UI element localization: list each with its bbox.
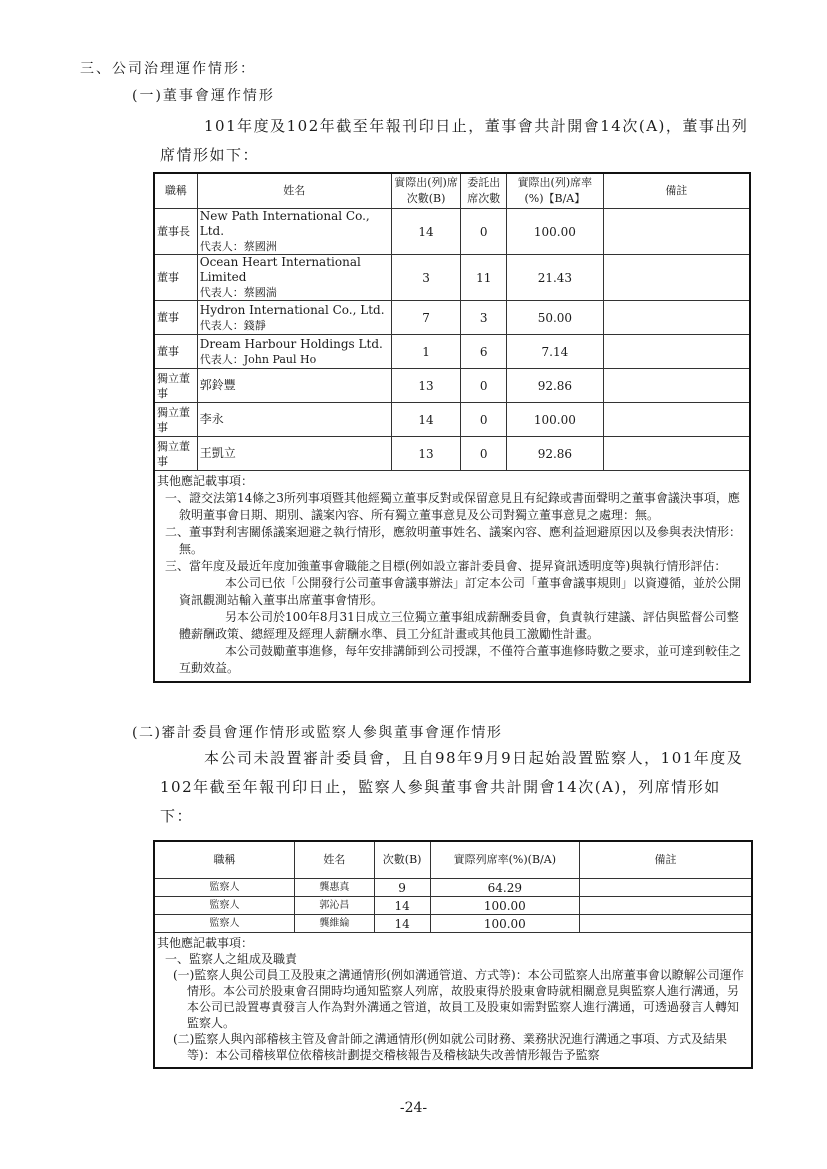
table-row [154,335,750,369]
note-cell [603,369,750,403]
note-cell [603,437,750,471]
section-heading: 三、公司治理運作情形： [80,61,256,77]
director-representative: 代表人：John Paul Ho [199,352,317,366]
director-title: 董事 [154,335,197,369]
director-company: New Path International Co., Ltd. [199,209,370,238]
notes-sub-2: 另本公司於100年8月31日成立三位獨立董事組成薪酬委員會，負責執行建議、評估與監督公司整體薪酬政策、總經理及經理人薪酬水準、員工分紅計畫或其他員工激勵性計畫。 [179,610,739,641]
table-row [154,403,750,437]
board-heading: (一)董事會運作情形 [132,88,275,104]
attended-count: 9 [374,879,430,897]
board-intro: 101年度及102年截至年報刊印日止，董事會共計開會14次(A)，董事出列席情形如下： [160,117,749,164]
director-name [197,255,391,301]
supervisor-attendance-table [153,840,753,1069]
director-name: 李永 [197,403,391,437]
table-header-row [154,841,752,879]
header-attended: 實際出(列)席次數(B) [391,173,461,209]
proxy-count: 0 [461,403,507,437]
attended-count: 3 [391,255,461,301]
attended-count: 14 [391,209,461,255]
director-company: Ocean Heart International Limited [199,255,361,284]
director-representative: 代表人：蔡國洲 [199,240,277,253]
proxy-count: 6 [461,335,507,369]
note-cell [603,255,750,301]
note-cell [603,335,750,369]
attendance-rate: 100.00 [507,403,604,437]
attended-count: 7 [391,301,461,335]
attended-count: 14 [374,915,430,933]
director-title: 獨立董事 [154,403,197,437]
attendance-rate: 92.86 [507,369,604,403]
attendance-rate: 100.00 [430,897,580,915]
header-name: 姓名 [294,841,374,879]
audit-notes [154,933,752,1069]
director-company: Dream Harbour Holdings Ltd. [199,336,383,351]
header-title: 職稱 [154,173,197,209]
note-cell [580,915,752,933]
attendance-rate: 100.00 [507,209,604,255]
page-number: -24- [399,1100,428,1116]
proxy-count: 0 [461,209,507,255]
header-rate: 實際列席率(%)(B/A) [430,841,580,879]
director-name [197,301,391,335]
notes-item-1: 一、監察人之組成及職責 [165,952,298,966]
table-row [154,915,752,933]
supervisor-name: 龔惠真 [294,879,374,897]
proxy-count: 3 [461,301,507,335]
table-row [154,897,752,915]
attendance-rate: 50.00 [507,301,604,335]
notes-item-3: 三、當年度及最近年度加強董事會職能之目標(例如設立審計委員會、提昇資訊透明度等)與執行情形評估： [165,559,727,573]
table-header-row [154,173,750,209]
table-row [154,369,750,403]
attendance-rate: 92.86 [507,437,604,471]
director-title: 董事 [154,255,197,301]
director-representative: 代表人：錢靜 [199,318,266,332]
supervisor-name: 龔維綸 [294,915,374,933]
director-title: 董事長 [154,209,197,255]
note-cell [603,209,750,255]
note-cell [603,301,750,335]
note-cell [580,897,752,915]
director-company: Hydron International Co., Ltd. [199,302,385,317]
audit-intro: 本公司未設置審計委員會，且自98年9月9日起始設置監察人，101年度及102年截至年報刊印日止，監察人參與董事會共計開會14次(A)，列席情形如下： [160,749,744,825]
attended-count: 13 [391,437,461,471]
director-name [197,335,391,369]
notes-item-2: 二、董事對利害關係議案迴避之執行情形，應敘明董事姓名、議案內容、應利益迴避原因以及參與表決情形：無。 [165,525,742,556]
supervisor-title: 監察人 [154,879,294,897]
header-name: 姓名 [197,173,391,209]
attended-count: 14 [391,403,461,437]
audit-heading: (二)審計委員會運作情形或監察人參與董事會運作情形 [132,725,503,741]
table-row [154,301,750,335]
proxy-count: 0 [461,369,507,403]
notes-sub-3: 本公司鼓勵董事進修，每年安排講師到公司授課，不僅符合董事進修時數之要求，並可達到較佳之互動效益。 [179,644,742,675]
director-title: 獨立董事 [154,369,197,403]
board-attendance-table [153,172,751,683]
notes-sub-2: (二)監察人與內部稽核主管及會計師之溝通情形(例如就公司財務、業務狀況進行溝通之事項、方式及結果等)：本公司稽核單位依稽核計劃提交稽核報告及稽核缺失改善情形報告予監察 [173,1032,728,1062]
notes-item-1: 一、證交法第14條之3所列事項暨其他經獨立董事反對或保留意見且有紀錄或書面聲明之董事會議決事項，應敘明董事會日期、期別、議案內容、所有獨立董事意見及公司對獨立董事意見之處理：無。 [165,491,740,522]
director-title: 董事 [154,301,197,335]
table-row [154,255,750,301]
header-rate: 實際出(列)席率(%)【B/A】 [507,173,604,209]
header-title: 職稱 [154,841,294,879]
board-notes [154,471,750,683]
notes-title: 其他應記載事項： [157,474,254,488]
notes-sub-1: 本公司已依「公開發行公司董事會議事辦法」訂定本公司「董事會議事規則」以資遵循，並於公開資訊觀測站輸入董事出席董事會情形。 [179,576,742,607]
director-representative: 代表人：蔡國湍 [199,286,277,299]
notes-row [154,471,750,683]
header-note: 備註 [580,841,752,879]
table-row [154,437,750,471]
note-cell [603,403,750,437]
director-title: 獨立董事 [154,437,197,471]
director-name: 郭鈴豐 [197,369,391,403]
table-row [154,209,750,255]
notes-row [154,933,752,1069]
supervisor-name: 郭沁昌 [294,897,374,915]
proxy-count: 11 [461,255,507,301]
attended-count: 13 [391,369,461,403]
header-note: 備註 [603,173,750,209]
notes-sub-1: (一)監察人與公司員工及股東之溝通情形(例如溝通管道、方式等)：本公司監察人出席董事會以瞭解公司運作情形。本公司於股東會召開時均通知監察人列席，故股東得於股東會時就相關意見與監察人進行溝通，另本公司已設置專責發言人作為對外溝通之管道，故員工及股東如需對監察人進行溝通，可透過發言人轉知監察人。 [173,968,744,1030]
attendance-rate: 7.14 [507,335,604,369]
director-name: 王凱立 [197,437,391,471]
attended-count: 1 [391,335,461,369]
proxy-count: 0 [461,437,507,471]
notes-title: 其他應記載事項： [157,936,254,950]
director-name [197,209,391,255]
attendance-rate: 21.43 [507,255,604,301]
attendance-rate: 100.00 [430,915,580,933]
attendance-rate: 64.29 [430,879,580,897]
header-proxy: 委託出席次數 [461,173,507,209]
header-count: 次數(B) [374,841,430,879]
table-row [154,879,752,897]
note-cell [580,879,752,897]
attended-count: 14 [374,897,430,915]
supervisor-title: 監察人 [154,915,294,933]
supervisor-title: 監察人 [154,897,294,915]
